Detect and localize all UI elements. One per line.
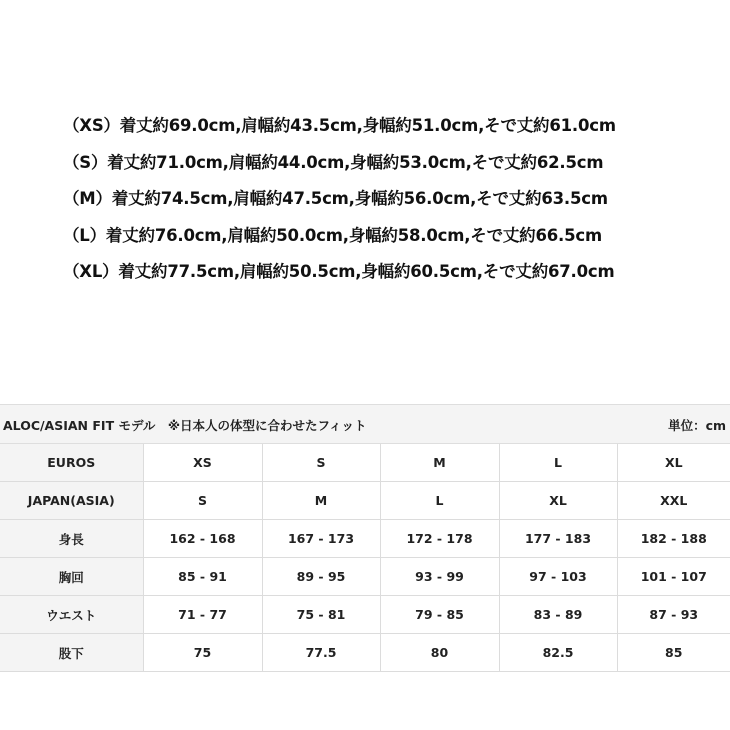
- table-cell: 85: [617, 634, 730, 672]
- table-cell: 75 - 81: [262, 596, 380, 634]
- table-cell: M: [380, 444, 499, 482]
- table-cell: 172 - 178: [380, 520, 499, 558]
- table-cell: 167 - 173: [262, 520, 380, 558]
- table-cell: 85 - 91: [143, 558, 262, 596]
- table-row-height: [0, 520, 730, 558]
- measurement-line-l: （L）着丈約76.0cm,肩幅約50.0cm,身幅約58.0cm,そで丈約66.5cm: [63, 225, 602, 245]
- table-cell: 87 - 93: [617, 596, 730, 634]
- table-cell: 79 - 85: [380, 596, 499, 634]
- row-label: JAPAN(ASIA): [0, 482, 143, 520]
- row-label: ウエスト: [0, 596, 143, 634]
- size-chart-caption-bar: [0, 404, 730, 444]
- table-row-japan: [0, 482, 730, 520]
- table-cell: 101 - 107: [617, 558, 730, 596]
- size-chart-unit: 単位：cm: [668, 418, 726, 433]
- size-chart-table: [0, 444, 730, 672]
- table-row-chest: [0, 558, 730, 596]
- garment-measurements: [63, 114, 703, 297]
- table-row-waist: [0, 596, 730, 634]
- table-cell: 97 - 103: [499, 558, 617, 596]
- row-label: 身長: [0, 520, 143, 558]
- table-cell: XL: [617, 444, 730, 482]
- measurement-line-m: （M）着丈約74.5cm,肩幅約47.5cm,身幅約56.0cm,そで丈約63.5cm: [63, 189, 608, 208]
- size-chart: [0, 404, 730, 672]
- table-cell: L: [499, 444, 617, 482]
- table-cell: 83 - 89: [499, 596, 617, 634]
- table-cell: 182 - 188: [617, 520, 730, 558]
- table-cell: 82.5: [499, 634, 617, 672]
- table-cell: 89 - 95: [262, 558, 380, 596]
- table-cell: S: [262, 444, 380, 482]
- row-label: 胸回: [0, 558, 143, 596]
- measurement-line-xs: （XS）着丈約69.0cm,肩幅約43.5cm,身幅約51.0cm,そで丈約61.0cm: [63, 116, 616, 135]
- table-cell: 80: [380, 634, 499, 672]
- table-cell: M: [262, 482, 380, 520]
- table-cell: S: [143, 482, 262, 520]
- table-cell: L: [380, 482, 499, 520]
- table-cell: 75: [143, 634, 262, 672]
- table-cell: XS: [143, 444, 262, 482]
- row-label: 股下: [0, 634, 143, 672]
- table-row-euros: [0, 444, 730, 482]
- size-chart-caption: ALOC/ASIAN FIT モデル ※日本人の体型に合わせたフィット: [3, 418, 367, 433]
- table-cell: 71 - 77: [143, 596, 262, 634]
- measurement-line-xl: （XL）着丈約77.5cm,肩幅約50.5cm,身幅約60.5cm,そで丈約67.0cm: [63, 262, 615, 281]
- table-cell: XXL: [617, 482, 730, 520]
- table-cell: 177 - 183: [499, 520, 617, 558]
- table-cell: 93 - 99: [380, 558, 499, 596]
- row-label: EUROS: [0, 444, 143, 482]
- table-row-inseam: [0, 634, 730, 672]
- table-cell: XL: [499, 482, 617, 520]
- measurement-line-s: （S）着丈約71.0cm,肩幅約44.0cm,身幅約53.0cm,そで丈約62.5cm: [63, 152, 604, 172]
- table-cell: 77.5: [262, 634, 380, 672]
- table-cell: 162 - 168: [143, 520, 262, 558]
